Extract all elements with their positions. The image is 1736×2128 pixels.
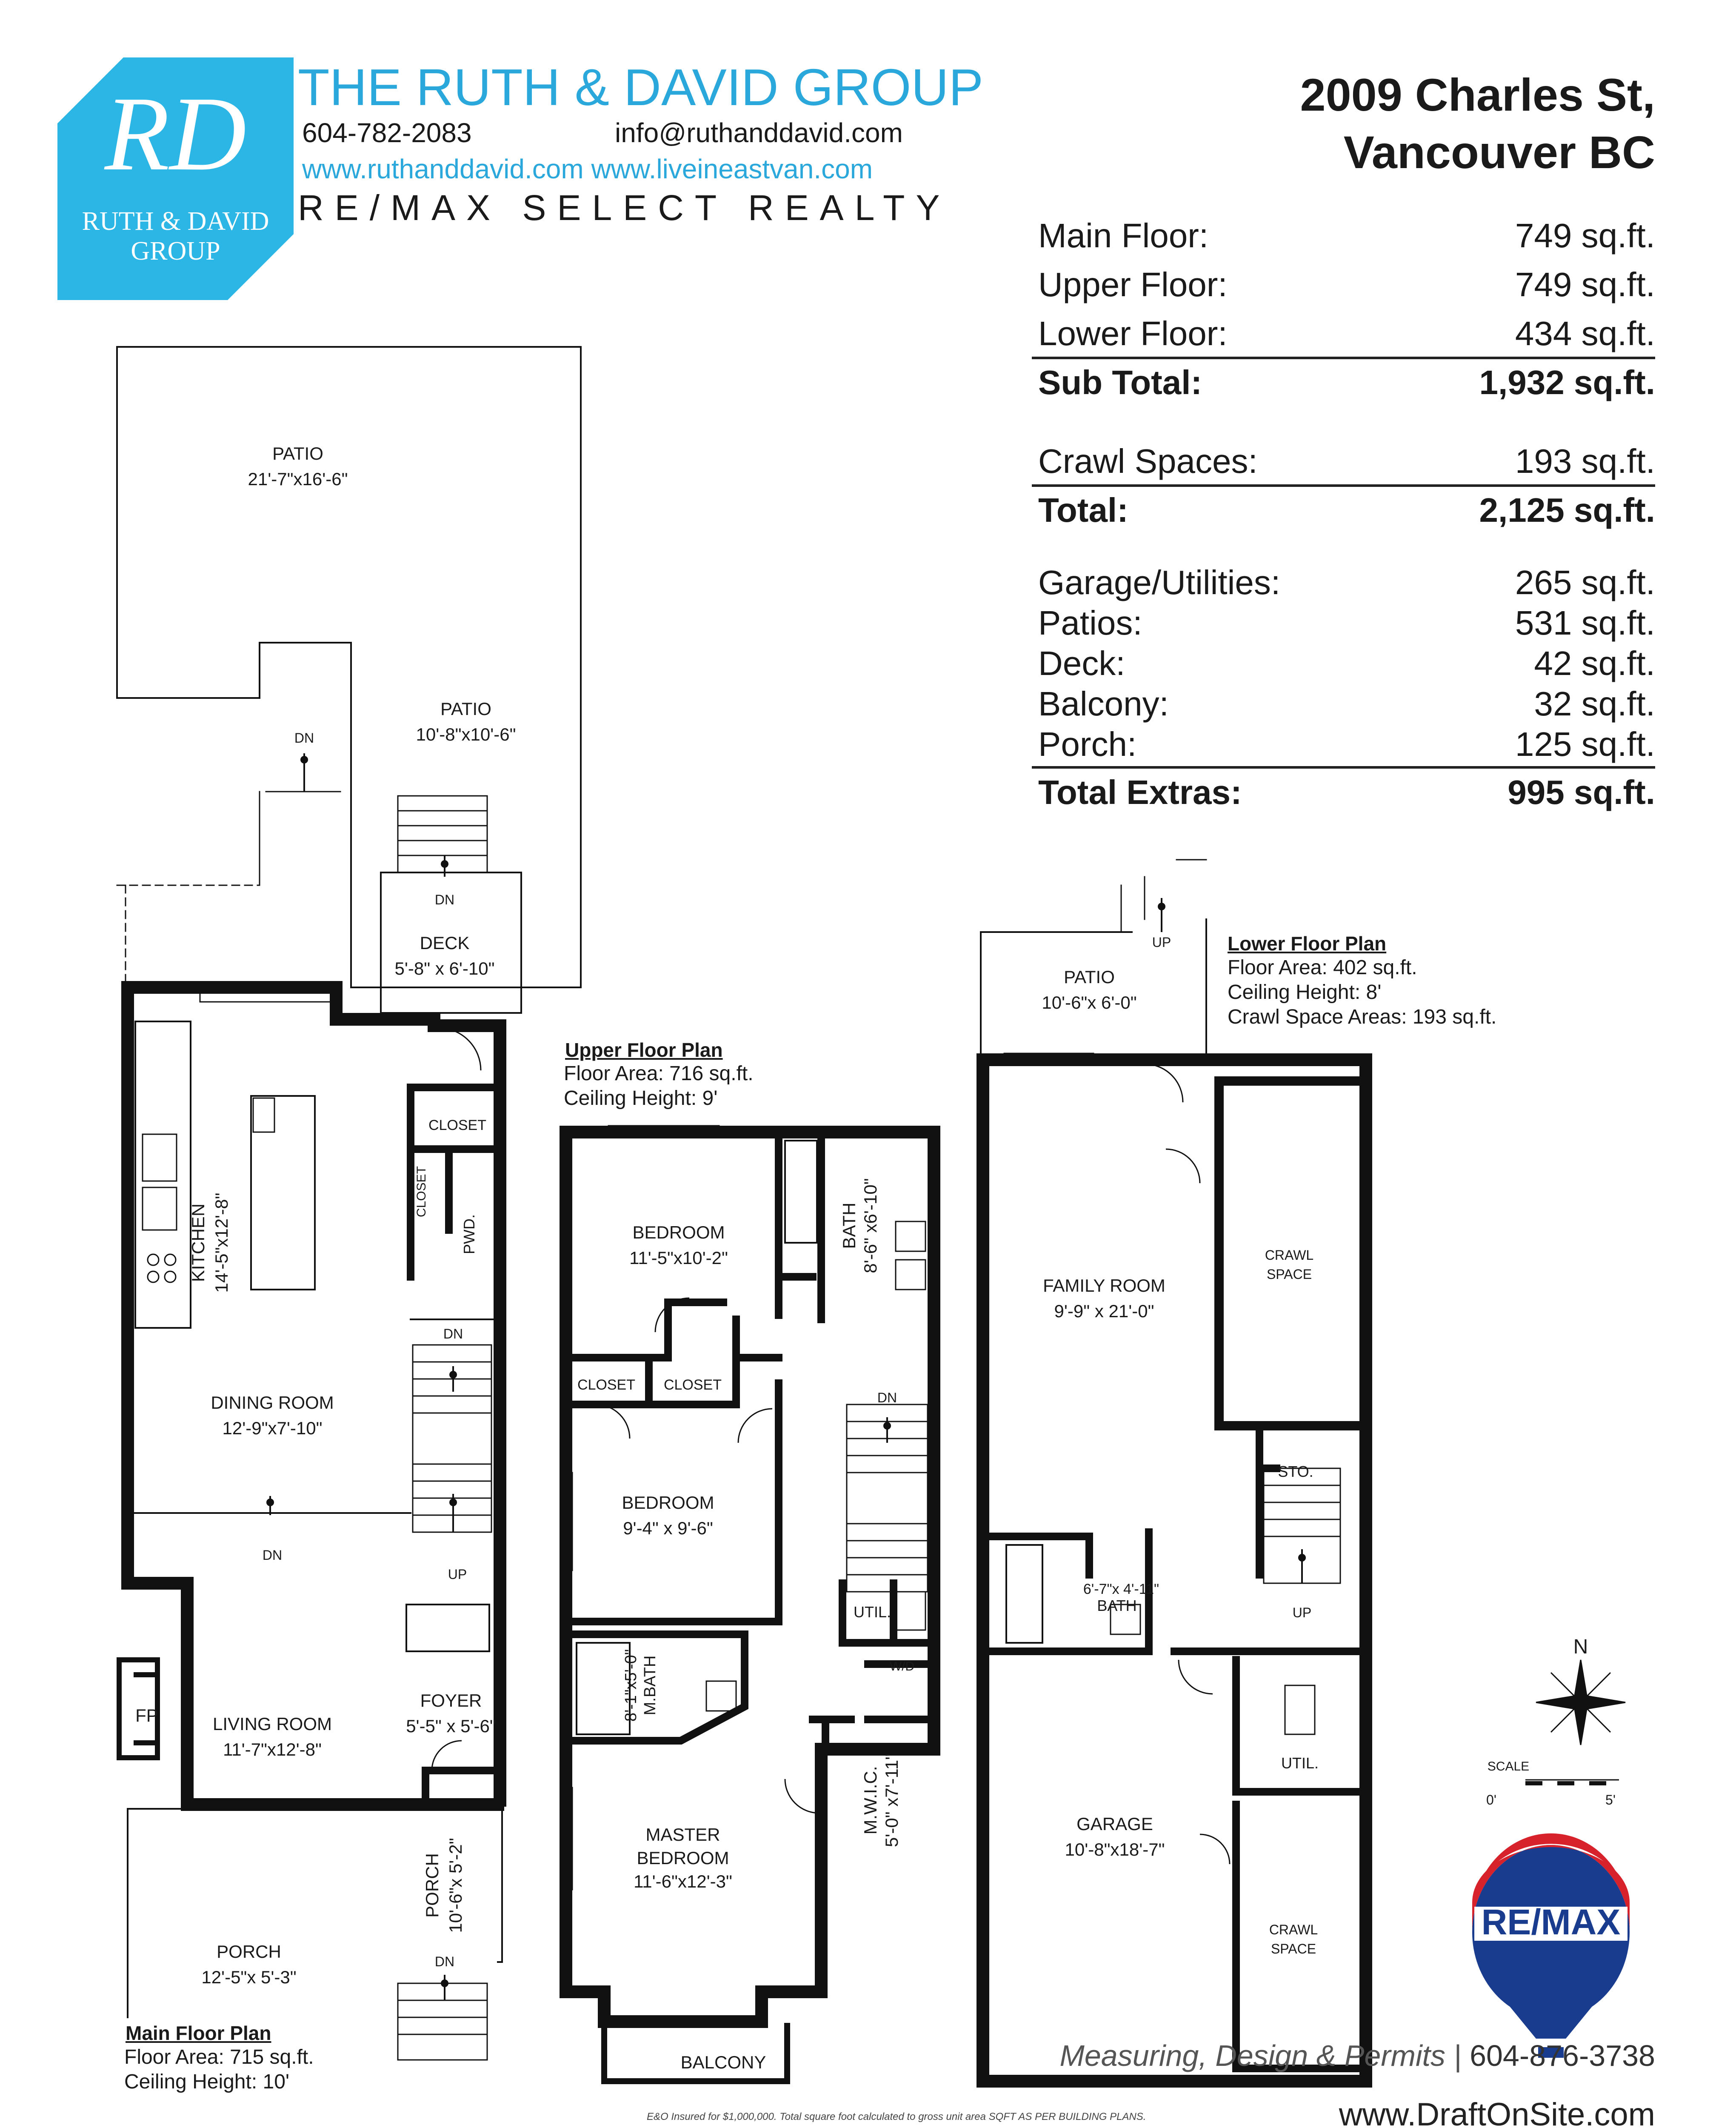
label-bath-lower-dims: 6'-7"x 4'-11" — [1083, 1581, 1159, 1597]
label-dining: DINING ROOM — [211, 1393, 334, 1413]
label-patio-small: PATIO — [440, 699, 491, 719]
label-dn: DN — [443, 1326, 463, 1341]
area-value: 995 sq.ft. — [1508, 773, 1655, 811]
label-master-1: MASTER — [645, 1825, 720, 1845]
porch-stairs — [398, 1983, 487, 2060]
brand-realty: RE/MAX SELECT REALTY — [298, 188, 951, 228]
label-bedroom-2: BEDROOM — [622, 1493, 714, 1513]
label-mbath-dims: 8'-1"x5'-0" — [622, 1649, 640, 1722]
label-deck: DECK — [420, 933, 470, 953]
label-family-dims: 9'-9" x 21'-0" — [1054, 1301, 1154, 1321]
label-kitchen-dims: 14'-5"x12'-8" — [211, 1193, 231, 1293]
label-up: UP — [1292, 1605, 1312, 1620]
footer-disclaimer: E&O Insured for $1,000,000. Total square foot calculated to gross unit area SQFT AS PER BUILDING PLANS. — [647, 2111, 1146, 2122]
label-util-upper: UTIL. — [853, 1603, 891, 1621]
lower-patio-stair — [1121, 860, 1206, 932]
main-plan-ceiling: Ceiling Height: 10' — [124, 2071, 290, 2093]
label-closet-pwd: CLOSET — [414, 1166, 428, 1218]
logo-letters: RD — [104, 75, 247, 193]
lower-plan-area: Floor Area: 402 sq.ft. — [1228, 956, 1417, 979]
upper-plan-title: Upper Floor Plan — [565, 1039, 723, 1061]
label-mwic: M.W.I.C. — [860, 1766, 880, 1835]
label-bedroom-2-dims: 9'-4" x 9'-6" — [623, 1518, 713, 1538]
area-value: 434 sq.ft. — [1515, 315, 1655, 352]
label-mbath: M.BATH — [641, 1655, 659, 1716]
label-master-2: BEDROOM — [637, 1848, 729, 1868]
brand-name: THE RUTH & DAVID GROUP — [298, 58, 983, 116]
bathtub — [785, 1141, 817, 1243]
scale-five: 5' — [1605, 1792, 1616, 1808]
area-value: 1,932 sq.ft. — [1479, 363, 1655, 401]
label-bedroom-1-dims: 11'-5"x10'-2" — [629, 1248, 728, 1268]
kitchen-counter — [135, 1021, 191, 1328]
label-sto: STO. — [1278, 1463, 1313, 1480]
label-fp: FP — [135, 1705, 158, 1725]
patio-stair — [260, 792, 340, 885]
logo-line-1: RUTH & DAVID — [82, 207, 269, 236]
upper-plan-area: Floor Area: 716 sq.ft. — [564, 1062, 754, 1085]
footer-measuring-text: Measuring, Design & Permits — [1059, 2039, 1445, 2072]
label-dining-dims: 12'-9"x7'-10" — [222, 1418, 323, 1438]
label-porch-side: PORCH — [422, 1853, 442, 1918]
logo-line-2: GROUP — [131, 237, 220, 266]
label-crawl-2b: SPACE — [1271, 1941, 1316, 1956]
label-patio-big: PATIO — [272, 443, 323, 463]
area-value: 125 sq.ft. — [1515, 725, 1655, 763]
footer-measuring: Measuring, Design & Permits | 604-876-3738 — [1059, 2039, 1655, 2072]
lower-patio-outline — [981, 919, 1206, 1060]
label-dn: DN — [294, 730, 314, 746]
label-closet-b: CLOSET — [663, 1377, 722, 1393]
label-kitchen: KITCHEN — [188, 1203, 208, 1282]
area-label: Upper Floor: — [1038, 266, 1228, 303]
brand-websites: www.ruthanddavid.com www.liveineastvan.com — [302, 154, 873, 184]
label-up: UP — [1152, 935, 1171, 950]
area-value: 42 sq.ft. — [1534, 644, 1655, 682]
label-dn: DN — [262, 1547, 283, 1563]
label-living: LIVING ROOM — [212, 1714, 332, 1734]
label-bedroom-1: BEDROOM — [632, 1222, 725, 1242]
main-plan-area: Floor Area: 715 sq.ft. — [124, 2046, 314, 2068]
label-mwic-dims: 5'-0" x7'-11" — [882, 1753, 902, 1848]
area-label: Balcony: — [1038, 685, 1169, 723]
label-crawl-1b: SPACE — [1266, 1267, 1312, 1282]
main-plan-title: Main Floor Plan — [126, 2022, 271, 2044]
scale-zero: 0' — [1486, 1792, 1496, 1808]
label-util-lower: UTIL. — [1281, 1754, 1319, 1772]
brand-email: info@ruthanddavid.com — [615, 117, 903, 148]
area-value: 32 sq.ft. — [1534, 685, 1655, 723]
kitchen-island — [251, 1096, 315, 1290]
label-living-dims: 11'-7"x12'-8" — [223, 1739, 322, 1759]
label-porch-front-dims: 12'-5"x 5'-3" — [201, 1967, 297, 1987]
label-family: FAMILY ROOM — [1043, 1276, 1165, 1296]
lower-plan-crawl: Crawl Space Areas: 193 sq.ft. — [1228, 1006, 1497, 1028]
lower-plan-ceiling: Ceiling Height: 8' — [1228, 981, 1382, 1004]
label-crawl-1a: CRAWL — [1265, 1247, 1314, 1263]
label-master-dims: 11'-6"x12'-3" — [634, 1871, 732, 1891]
label-dn: DN — [434, 892, 455, 907]
compass-rose — [1536, 1660, 1625, 1745]
area-label: Lower Floor: — [1038, 315, 1228, 352]
lower-bathtub — [1006, 1545, 1042, 1643]
label-porch-side-dims: 10'-6"x 5'-2" — [445, 1838, 465, 1933]
label-patio-lower-dims: 10'-6"x 6'-0" — [1042, 992, 1137, 1013]
area-label: Garage/Utilities: — [1038, 563, 1281, 601]
lower-plan-title: Lower Floor Plan — [1228, 932, 1387, 955]
area-label: Main Floor: — [1038, 217, 1209, 255]
label-pwd: PWD. — [460, 1214, 478, 1254]
area-label: Crawl Spaces: — [1038, 442, 1258, 480]
label-closet-a: CLOSET — [577, 1377, 636, 1393]
label-bath-dims: 8'-6" x6'-10" — [860, 1178, 880, 1273]
compass-north: N — [1573, 1636, 1588, 1658]
footer-phone: 604-876-3738 — [1470, 2039, 1655, 2072]
area-label: Total: — [1038, 491, 1128, 529]
label-garage: GARAGE — [1076, 1814, 1153, 1834]
brand-phone: 604-782-2083 — [302, 117, 472, 148]
address-line-2: Vancouver BC — [1343, 126, 1655, 178]
label-foyer-dims: 5'-5" x 5'-6" — [406, 1716, 496, 1736]
remax-balloon — [1472, 1833, 1630, 2058]
remax-text: RE/MAX — [1481, 1902, 1621, 1942]
area-value: 749 sq.ft. — [1515, 217, 1655, 255]
label-porch-front: PORCH — [217, 1942, 281, 1962]
label-balcony: BALCONY — [680, 2052, 766, 2072]
area-value: 265 sq.ft. — [1515, 563, 1655, 601]
label-patio-lower: PATIO — [1064, 967, 1115, 987]
label-bath: BATH — [839, 1202, 859, 1249]
label-wd: W/D — [889, 1659, 915, 1673]
label-dn: DN — [877, 1390, 897, 1405]
area-label: Porch: — [1038, 725, 1137, 763]
scale-label: SCALE — [1487, 1759, 1530, 1773]
area-value: 749 sq.ft. — [1515, 266, 1655, 303]
label-closet-main: CLOSET — [428, 1117, 487, 1133]
footer-site[interactable]: www.DraftOnSite.com — [1339, 2097, 1655, 2128]
label-up: UP — [448, 1567, 467, 1582]
label-dn: DN — [434, 1954, 455, 1969]
label-garage-dims: 10'-8"x18'-7" — [1065, 1839, 1165, 1859]
label-bath-lower: BATH — [1097, 1597, 1137, 1614]
label-crawl-2a: CRAWL — [1269, 1922, 1318, 1937]
label-patio-big-dims: 21'-7"x16'-6" — [248, 469, 348, 489]
address-line-1: 2009 Charles St, — [1300, 69, 1655, 120]
area-value: 2,125 sq.ft. — [1479, 491, 1655, 529]
label-deck-dims: 5'-8" x 6'-10" — [394, 958, 495, 978]
label-foyer: FOYER — [420, 1690, 482, 1710]
area-value: 531 sq.ft. — [1515, 604, 1655, 642]
area-label: Deck: — [1038, 644, 1125, 682]
area-label: Total Extras: — [1038, 773, 1242, 811]
area-label: Patios: — [1038, 604, 1142, 642]
area-label: Sub Total: — [1038, 363, 1202, 401]
upper-plan-ceiling: Ceiling Height: 9' — [564, 1087, 718, 1110]
label-patio-small-dims: 10'-8"x10'-6" — [416, 724, 516, 744]
patio-outline — [117, 347, 581, 987]
area-value: 193 sq.ft. — [1515, 442, 1655, 480]
